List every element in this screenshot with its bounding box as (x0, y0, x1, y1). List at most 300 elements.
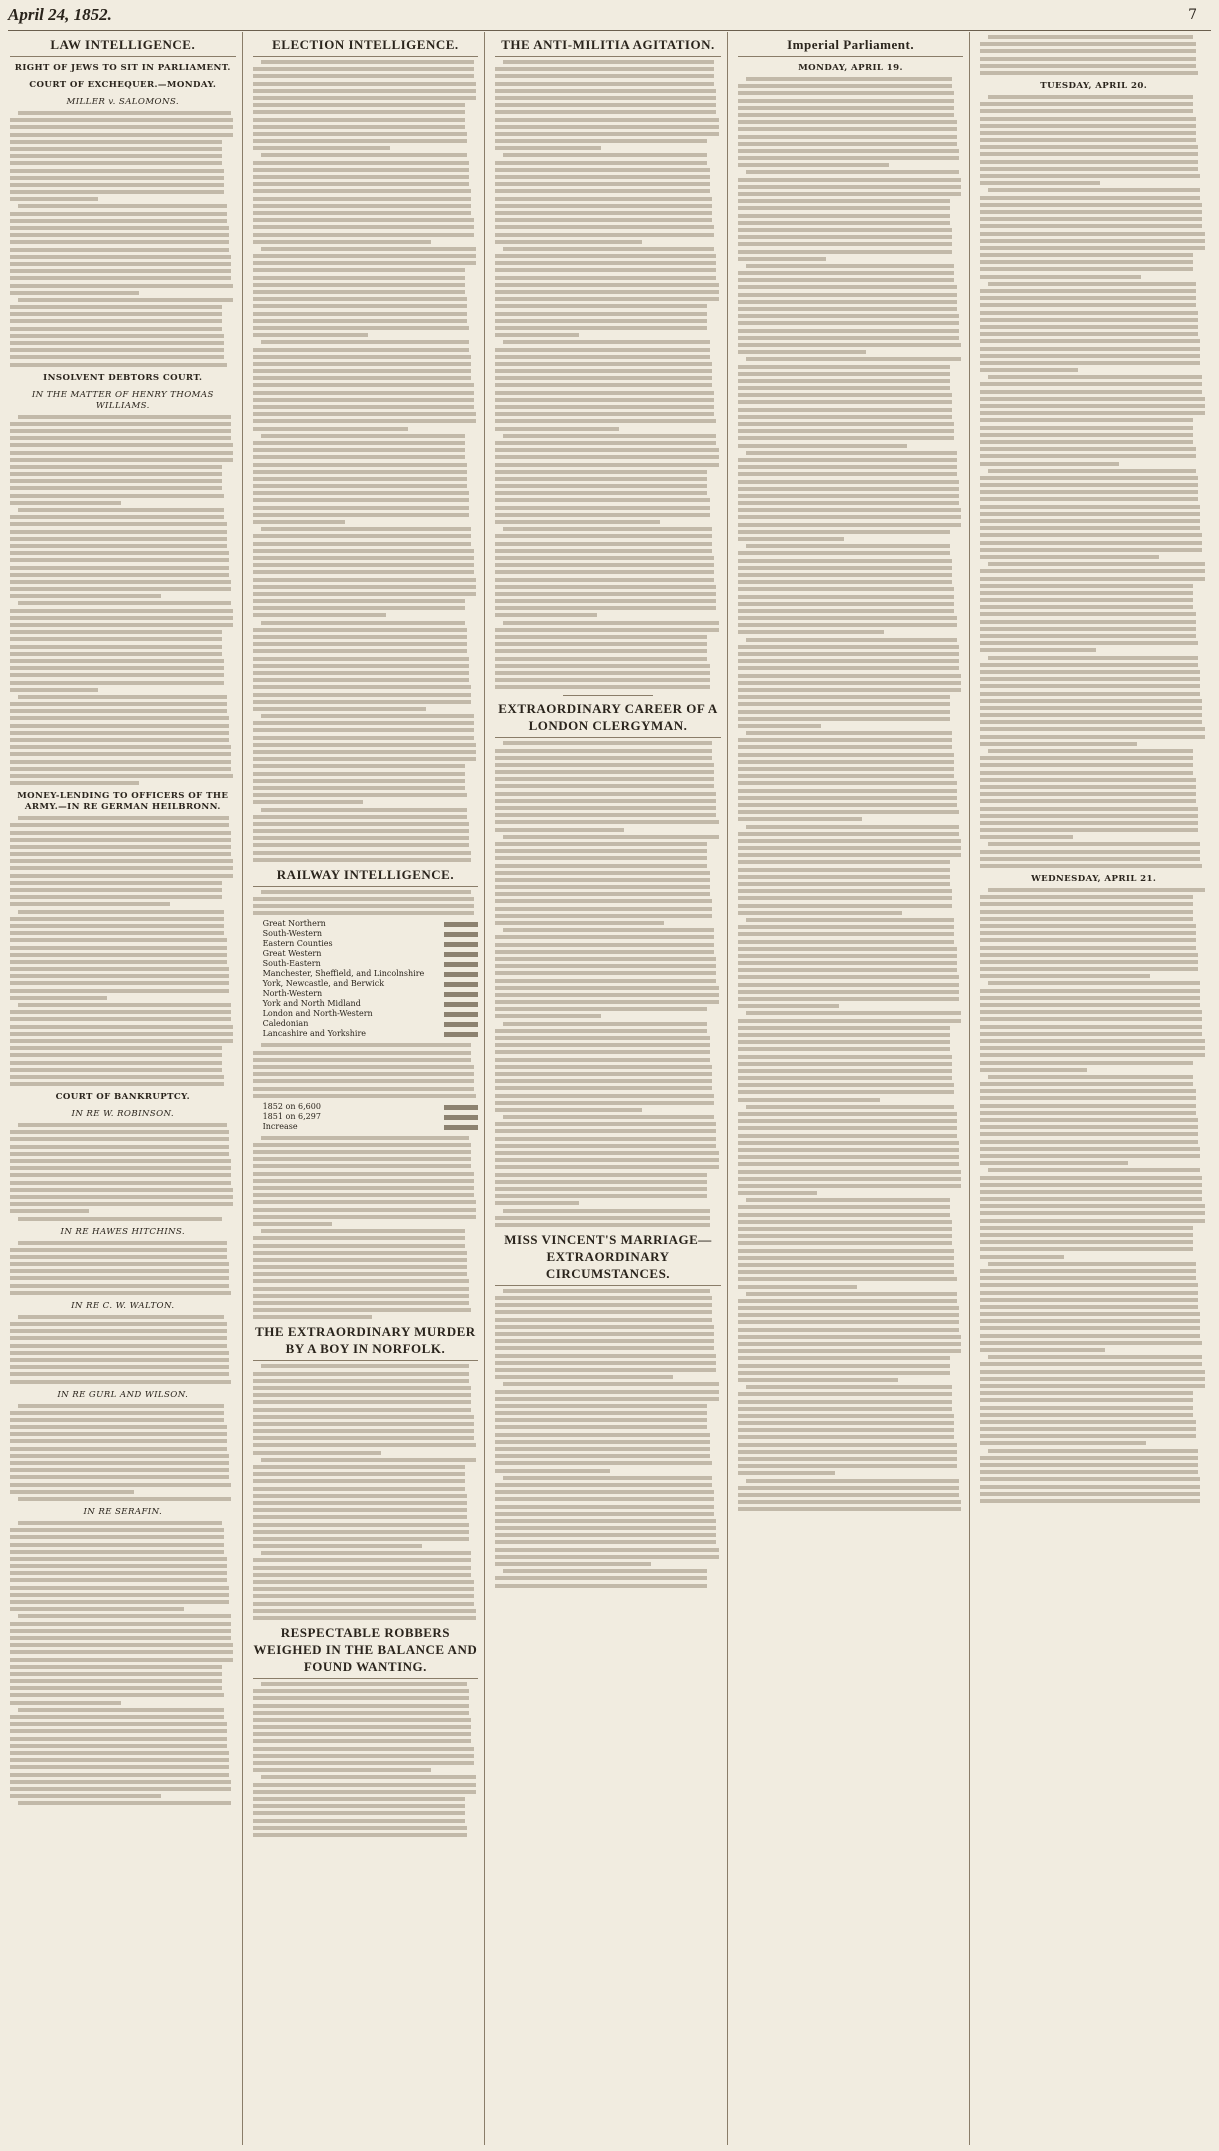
text-line (10, 1255, 227, 1259)
text-line (495, 312, 707, 316)
text-line (253, 764, 465, 768)
text-line (980, 670, 1200, 674)
text-line (253, 1272, 467, 1276)
table-row-value (444, 922, 478, 927)
text-line (495, 441, 716, 445)
text-line (253, 549, 474, 553)
text-line (503, 1476, 712, 1480)
text-line (738, 904, 952, 908)
text-line (10, 1039, 233, 1043)
text-line (253, 635, 467, 639)
text-line (495, 67, 714, 71)
text-line (10, 580, 231, 584)
table-row-label: Great Northern (262, 919, 326, 929)
text-line (253, 1465, 465, 1469)
text-line (495, 1339, 714, 1343)
text-line (10, 1188, 233, 1192)
text-line (253, 1386, 472, 1390)
text-line (495, 1029, 707, 1033)
traffic-table (263, 1102, 479, 1132)
text-line (253, 657, 470, 661)
text-line (738, 1407, 952, 1411)
text-line (253, 836, 470, 840)
text-line (261, 340, 470, 344)
text-line (495, 935, 714, 939)
text-line (253, 254, 476, 258)
text-line (495, 118, 718, 122)
text-line (503, 1022, 707, 1026)
text-line (980, 648, 1096, 652)
table-row-value (444, 962, 478, 967)
text-line (495, 383, 712, 387)
text-line (495, 304, 707, 308)
text-line (10, 154, 222, 158)
text-line (10, 1053, 222, 1057)
text-line (980, 1291, 1198, 1295)
text-line (738, 1500, 961, 1504)
text-line (253, 333, 368, 337)
table-row-value (444, 972, 478, 977)
text-line (980, 1298, 1198, 1302)
text-line (495, 813, 716, 817)
text-line (495, 856, 707, 860)
text-line (10, 363, 227, 367)
table-row-value (444, 952, 478, 957)
text-line (738, 1241, 952, 1245)
text-line (988, 375, 1202, 379)
text-line (738, 803, 957, 807)
text-line (738, 271, 955, 275)
text-line (10, 1780, 231, 1784)
text-line (980, 418, 1193, 422)
text-line (253, 1711, 470, 1715)
text-line (738, 1421, 955, 1425)
text-line (253, 585, 476, 589)
text-line (10, 1137, 229, 1141)
text-line (10, 1715, 224, 1719)
text-line (495, 1296, 712, 1300)
text-line (253, 1739, 472, 1743)
article-body (253, 1136, 479, 1320)
text-line (738, 853, 961, 857)
text-line (10, 1729, 227, 1733)
text-line (738, 1234, 952, 1238)
text-line (18, 1521, 222, 1525)
table-row-label: Great Western (262, 949, 322, 959)
text-line (10, 1650, 233, 1654)
text-line (980, 382, 1202, 386)
text-line (980, 332, 1198, 336)
text-line (980, 1398, 1193, 1402)
text-line (980, 1384, 1204, 1388)
text-line (253, 1164, 472, 1168)
text-line (738, 91, 955, 95)
table-row (263, 929, 479, 939)
text-line (10, 623, 233, 627)
text-line (738, 882, 950, 886)
text-line (988, 749, 1193, 753)
article-body (253, 890, 479, 916)
section-heading: LAW INTELLIGENCE. (10, 36, 236, 57)
text-line (495, 1454, 709, 1458)
text-line (10, 1418, 224, 1422)
text-line (253, 793, 467, 797)
text-line (253, 649, 467, 653)
text-line (10, 1046, 222, 1050)
text-line (980, 612, 1195, 616)
text-line (738, 508, 961, 512)
text-line (980, 706, 1202, 710)
text-line (980, 763, 1193, 767)
table-row (263, 969, 479, 979)
text-line (495, 103, 716, 107)
text-line (10, 1322, 227, 1326)
text-line (980, 1485, 1200, 1489)
table-row-label: 1851 on 6,297 (262, 1111, 321, 1121)
text-line (495, 333, 578, 337)
text-line (495, 1418, 707, 1422)
text-line (10, 183, 224, 187)
text-line (738, 214, 950, 218)
text-line (738, 185, 961, 189)
text-line (738, 84, 952, 88)
text-line (495, 763, 714, 767)
text-line (495, 1303, 712, 1307)
text-line (495, 326, 707, 330)
article-body (495, 60, 721, 689)
text-line (495, 74, 714, 78)
text-line (738, 379, 950, 383)
text-line (253, 67, 474, 71)
text-line (253, 110, 465, 114)
text-line (495, 1497, 714, 1501)
text-line (988, 842, 1200, 846)
text-line (18, 415, 231, 419)
text-line (10, 1600, 229, 1604)
text-line (253, 1494, 467, 1498)
text-line (988, 469, 1195, 473)
text-line (253, 319, 467, 323)
text-line (495, 1050, 709, 1054)
text-line (495, 606, 716, 610)
text-line (738, 940, 955, 944)
text-line (980, 275, 1141, 279)
text-line (253, 858, 472, 862)
text-line (10, 859, 233, 863)
text-line (495, 376, 712, 380)
text-line (253, 89, 476, 93)
text-line (980, 1427, 1195, 1431)
text-line (988, 1168, 1200, 1172)
text-line (253, 211, 472, 215)
text-line (495, 132, 718, 136)
text-line (738, 1414, 955, 1418)
text-line (253, 693, 472, 697)
text-line (495, 1187, 707, 1191)
text-line (738, 494, 959, 498)
text-line (738, 702, 950, 706)
text-line (253, 1704, 470, 1708)
text-line (10, 981, 229, 985)
text-line (495, 685, 709, 689)
table-row (263, 1122, 479, 1132)
text-line (746, 1011, 961, 1015)
text-line (10, 1411, 224, 1415)
text-line (738, 925, 955, 929)
text-line (253, 851, 472, 855)
text-line (253, 1157, 472, 1161)
text-line (980, 210, 1202, 214)
text-line (495, 355, 709, 359)
text-line (980, 217, 1202, 221)
text-line (495, 412, 714, 416)
text-line (980, 124, 1195, 128)
text-line (495, 189, 709, 193)
text-line (980, 1326, 1200, 1330)
text-line (253, 700, 472, 704)
text-line (746, 264, 955, 268)
text-line (253, 757, 476, 761)
text-line (253, 1422, 474, 1426)
text-line (980, 1104, 1195, 1108)
text-line (495, 1361, 716, 1365)
text-line (738, 1320, 959, 1324)
text-line (738, 537, 844, 541)
text-line (10, 486, 222, 490)
text-line (10, 774, 233, 778)
text-line (10, 255, 231, 259)
text-line (980, 1125, 1198, 1129)
text-line (738, 1256, 955, 1260)
text-line (980, 605, 1193, 609)
text-line (10, 494, 224, 498)
traffic-table (263, 919, 479, 1039)
text-line (253, 96, 476, 100)
text-line (495, 419, 716, 423)
text-line (10, 1773, 229, 1777)
text-line (980, 1096, 1195, 1100)
text-line (980, 1068, 1087, 1072)
text-line (253, 1451, 382, 1455)
text-line (738, 681, 961, 685)
text-line (980, 339, 1200, 343)
text-line (495, 578, 714, 582)
text-line (18, 910, 224, 914)
text-line (738, 1083, 955, 1087)
text-line (10, 874, 233, 878)
text-line (10, 938, 227, 942)
masthead (8, 0, 1211, 31)
text-line (495, 1094, 714, 1098)
text-line (980, 196, 1200, 200)
text-line (253, 542, 472, 546)
text-line (253, 1193, 474, 1197)
text-line (253, 1696, 470, 1700)
text-line (738, 386, 950, 390)
article-body (10, 816, 236, 1086)
text-line (980, 627, 1195, 631)
text-line (10, 1693, 224, 1697)
text-line (738, 760, 955, 764)
text-line (495, 950, 714, 954)
text-line (10, 436, 231, 440)
text-line (738, 113, 955, 117)
text-line (738, 444, 907, 448)
text-line (10, 1173, 231, 1177)
text-line (253, 233, 474, 237)
text-line (738, 932, 955, 936)
text-line (495, 254, 716, 258)
text-line (495, 1490, 714, 1494)
text-line (10, 1483, 231, 1487)
column-4 (734, 32, 971, 2145)
text-line (261, 434, 465, 438)
text-line (980, 1061, 1193, 1065)
table-row-label: York and North Midland (262, 999, 361, 1009)
text-line (980, 555, 1159, 559)
text-line (10, 731, 229, 735)
text-line (10, 1032, 233, 1036)
text-line (10, 852, 231, 856)
text-line (10, 974, 229, 978)
text-line (738, 1285, 858, 1289)
text-line (988, 562, 1204, 566)
text-line (980, 953, 1198, 957)
text-line (980, 71, 1198, 75)
text-line (980, 447, 1195, 451)
text-line (980, 996, 1200, 1000)
text-line (495, 1158, 718, 1162)
text-line (495, 204, 712, 208)
text-line (738, 551, 950, 555)
text-line (253, 1408, 472, 1412)
article-body (495, 1289, 721, 1588)
text-line (10, 917, 224, 921)
text-line (738, 1392, 952, 1396)
text-line (253, 1732, 472, 1736)
text-line (746, 77, 952, 81)
text-line (253, 1429, 474, 1433)
text-line (980, 1017, 1202, 1021)
text-line (253, 1087, 474, 1091)
text-line (980, 1413, 1193, 1417)
text-line (10, 429, 231, 433)
text-line (495, 391, 714, 395)
text-line (980, 296, 1195, 300)
text-line (738, 652, 959, 656)
article-body (253, 1364, 479, 1620)
text-line (18, 1404, 224, 1408)
text-line (18, 111, 231, 115)
text-line (738, 1299, 957, 1303)
text-line (10, 1181, 231, 1185)
text-line (738, 1205, 950, 1209)
text-line (495, 290, 718, 294)
text-line (980, 663, 1198, 667)
text-line (253, 455, 465, 459)
text-line (253, 1294, 470, 1298)
text-line (495, 168, 709, 172)
table-row-label: Increase (262, 1121, 298, 1131)
text-line (495, 225, 714, 229)
text-line (746, 918, 955, 922)
text-line (738, 106, 955, 110)
text-line (253, 197, 472, 201)
text-line (495, 1440, 709, 1444)
table-row (263, 919, 479, 929)
text-line (253, 1602, 474, 1606)
text-line (10, 1145, 229, 1149)
text-line (980, 1348, 1105, 1352)
text-line (495, 1180, 707, 1184)
text-line (495, 914, 712, 918)
text-line (746, 825, 959, 829)
text-line (495, 1000, 718, 1004)
text-line (10, 1461, 229, 1465)
article-body (980, 95, 1207, 868)
text-line (10, 1447, 227, 1451)
table-row-value (444, 932, 478, 937)
text-line (495, 628, 718, 632)
text-line (10, 573, 229, 577)
text-line (495, 520, 660, 524)
text-line (980, 938, 1195, 942)
text-line (503, 835, 718, 839)
text-line (10, 823, 229, 827)
text-line (10, 673, 224, 677)
text-line (18, 601, 231, 605)
text-line (980, 1147, 1200, 1151)
text-line (10, 666, 224, 670)
text-line (10, 652, 222, 656)
article-body (10, 1404, 236, 1501)
text-line (495, 1014, 601, 1018)
text-line (10, 147, 222, 151)
text-line (253, 570, 474, 574)
text-line (10, 1722, 227, 1726)
text-line (738, 523, 961, 527)
text-line (253, 592, 476, 596)
text-line (10, 1490, 134, 1494)
text-line (10, 1528, 224, 1532)
text-line (738, 149, 959, 153)
text-line (10, 681, 224, 685)
text-line (980, 1089, 1195, 1093)
text-line (10, 738, 229, 742)
text-line (738, 659, 959, 663)
text-line (980, 1025, 1202, 1029)
text-line (495, 240, 642, 244)
text-line (253, 1415, 474, 1419)
text-line (10, 1475, 229, 1479)
text-line (10, 960, 227, 964)
text-line (18, 816, 229, 820)
text-line (738, 961, 957, 965)
text-line (10, 1195, 233, 1199)
section-heading: EXTRAORDINARY CAREER OF A LONDON CLERGYMAN. (495, 700, 721, 738)
text-line (495, 405, 714, 409)
masthead-rule (142, 15, 1158, 16)
text-line (980, 267, 1193, 271)
text-line (495, 506, 709, 510)
text-line (253, 1768, 431, 1772)
text-line (738, 350, 867, 354)
article-body (495, 741, 721, 1227)
text-line (980, 390, 1202, 394)
text-line (10, 616, 233, 620)
text-line (253, 168, 470, 172)
text-line (738, 1371, 950, 1375)
